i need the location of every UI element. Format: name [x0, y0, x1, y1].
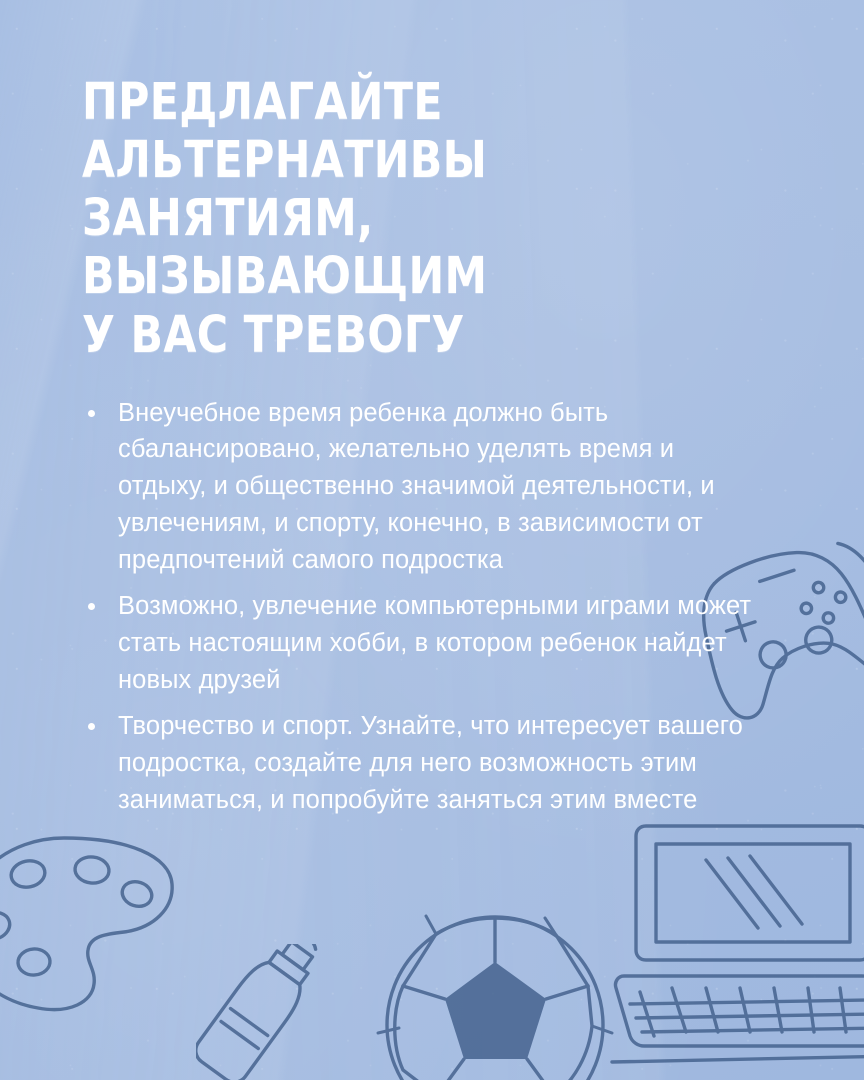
bullet-dot-icon	[88, 723, 95, 730]
bullet-dot-icon	[88, 603, 95, 610]
list-item-text: Внеучебное время ребенка должно быть сбалансировано, желательно уделять время и отдыху, и общественно значимой деятельности, и увлечениям, и спорту, конечно, в зависимости от предпочтений самого подростка	[118, 398, 715, 574]
list-item	[82, 588, 758, 698]
list-item	[82, 708, 758, 818]
title-line-3: У ВАС ТРЕВОГУ	[82, 305, 465, 365]
list-item-text: Возможно, увлечение компьютерными играми может стать настоящим хобби, в котором ребенок найдет новых друзей	[118, 592, 752, 694]
list-item	[82, 395, 758, 579]
paint-palette-doodle	[0, 822, 192, 1052]
advice-list	[82, 395, 790, 819]
list-item-text: Творчество и спорт. Узнайте, что интересует вашего подростка, создайте для него возможность этим заниматься, и попробуйте заняться этим вместе	[118, 712, 743, 814]
title-line-2: ЗАНЯТИЯМ, ВЫЗЫВАЮЩИМ	[82, 189, 488, 307]
title-line-1: ПРЕДЛАГАЙТЕ АЛЬТЕРНАТИВЫ	[82, 73, 488, 191]
paint-tube-doodle	[196, 944, 386, 1080]
laptop-doodle	[610, 800, 864, 1080]
soccer-ball-doodle	[370, 900, 620, 1080]
page-title	[82, 74, 740, 365]
bullet-dot-icon	[88, 410, 95, 417]
